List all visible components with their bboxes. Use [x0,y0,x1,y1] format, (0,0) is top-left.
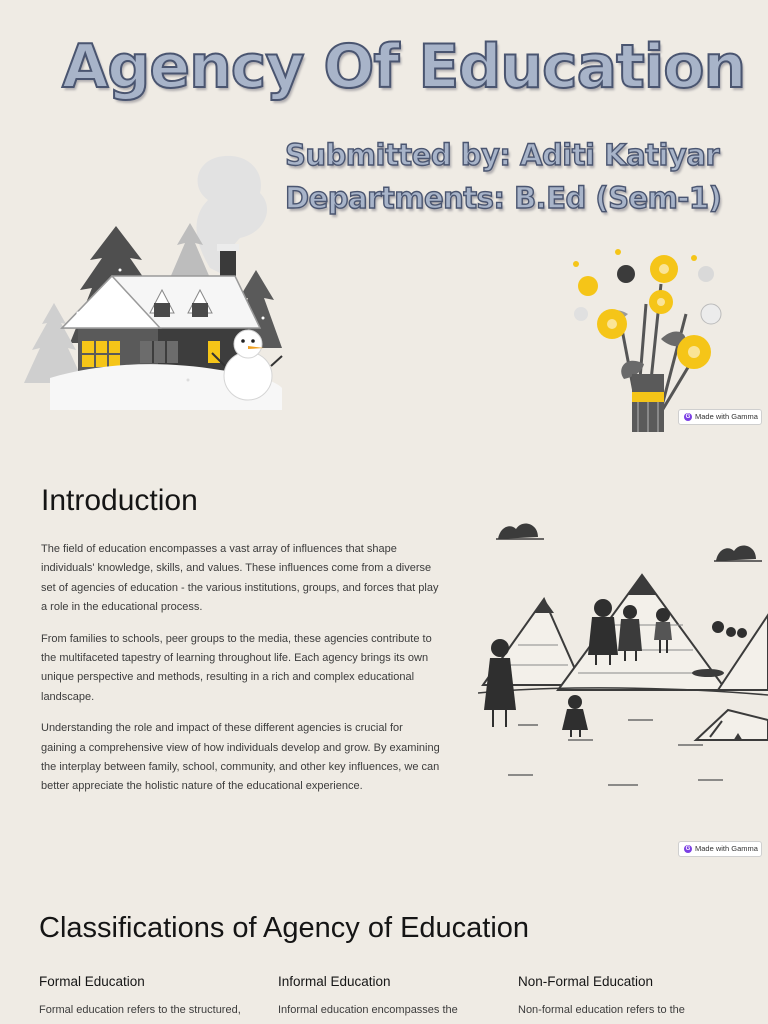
introduction-body [41,540,441,809]
made-with-gamma-badge[interactable] [678,841,762,857]
column-heading: Non-Formal Education [518,974,654,989]
intro-paragraph: The field of education encompasses a vast array of influences that shape individuals' knowledge, skills, and values. These influences come from a diverse set of agencies of education - the various institutions, groups, and forces that play a role in the educational process. [41,543,439,614]
column-heading: Formal Education [39,974,145,989]
non-formal-education-column [518,974,738,1019]
classifications-slide [0,870,768,1024]
classifications-title: Classifications of Agency of Education [39,912,530,944]
introduction-title: Introduction [41,484,198,517]
intro-paragraph: Understanding the role and impact of these different agencies is crucial for gaining a comprehensive view of how individuals develop and grow. By examining the interplay between family, school, community, and other key influences, we can better appreciate the holistic nature of the educational experience. [41,722,440,793]
column-text: Informal education encompasses the [278,1004,458,1016]
badge-label: Made with Gamma [695,412,758,421]
badge-label: Made with Gamma [695,844,758,853]
made-with-gamma-badge[interactable] [678,409,762,425]
flower-bouquet-illustration [566,244,732,434]
gamma-logo-icon: G [685,846,691,852]
submitted-by: Submitted by: Aditi Katiyar [285,138,720,172]
formal-education-column [39,974,259,1019]
cover-slide [0,0,768,440]
pyramids-illustration [478,515,768,810]
column-text: Formal education refers to the structured, [39,1004,241,1016]
intro-paragraph: From families to schools, peer groups to the media, these agencies contribute to the multifaceted tapestry of learning throughout life. Each agency brings its own unique perspective and methods, resulting in a rich and complex educational landscape. [41,632,432,703]
column-heading: Informal Education [278,974,391,989]
column-text: Non-formal education refers to the [518,1004,685,1016]
gamma-logo-icon: G [685,414,691,420]
cover-title: Agency Of Education [62,32,746,102]
introduction-slide [0,440,768,870]
winter-house-illustration [20,148,285,410]
department: Departments: B.Ed (Sem-1) [285,181,722,215]
informal-education-column [278,974,498,1019]
